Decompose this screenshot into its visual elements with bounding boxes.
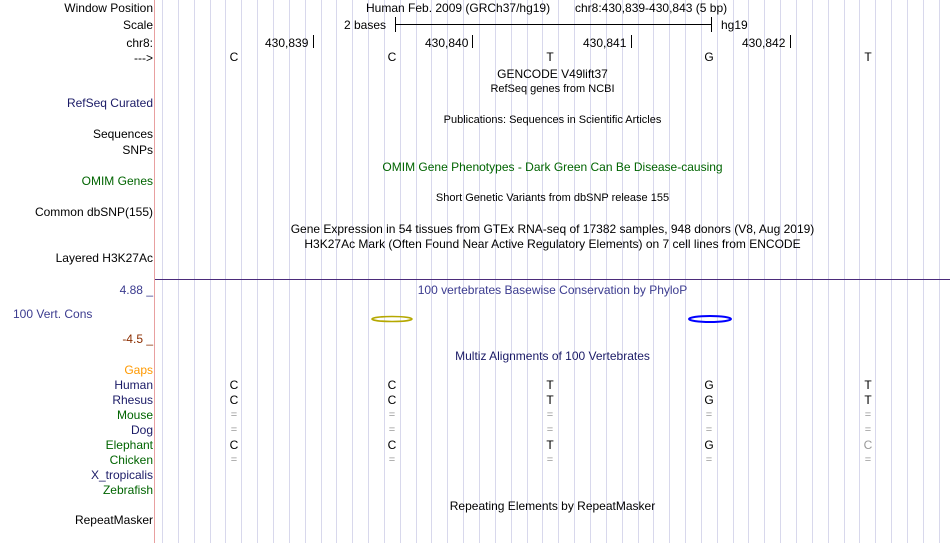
multiz-track-title[interactable]: Multiz Alignments of 100 Vertebrates [455, 349, 650, 363]
species-label[interactable]: X_tropicalis [90, 468, 153, 482]
dbsnp-track-title[interactable]: Short Genetic Variants from dbSNP release 155 [435, 192, 670, 204]
species-label[interactable]: Human [114, 378, 153, 392]
chrom-label[interactable]: chr8: [126, 36, 153, 50]
alignment-base: C [229, 438, 239, 452]
conservation-mark [689, 316, 731, 322]
alignment-base: = [546, 454, 554, 466]
alignment-base: T [546, 393, 554, 407]
coord-tick [472, 35, 473, 48]
alignment-base: = [864, 454, 872, 466]
gencode-track-title[interactable]: GENCODE V49lift37 [497, 67, 608, 81]
species-label[interactable]: Dog [130, 423, 153, 437]
publications-track-title[interactable]: Publications: Sequences in Scientific Articles [443, 114, 662, 126]
repeatmasker-track-title[interactable]: Repeating Elements by RepeatMasker [449, 499, 656, 513]
scale-bar-right-cap [711, 17, 712, 32]
track-label-snps[interactable]: SNPs [122, 143, 153, 157]
conservation-min-label: -4.5 _ [122, 332, 153, 346]
species-label[interactable]: Chicken [109, 453, 153, 467]
h3k27ac-track-title[interactable]: H3K27Ac Mark (Often Found Near Active Regulatory Elements) on 7 cell lines from ENCODE [304, 237, 801, 251]
scale-size: 2 bases [344, 18, 387, 32]
alignment-base: = [388, 454, 396, 466]
track-label-omim-genes[interactable]: OMIM Genes [81, 174, 153, 188]
alignment-base: = [705, 454, 713, 466]
alignment-base: T [546, 438, 554, 452]
conservation-track-title[interactable]: 100 vertebrates Basewise Conservation by PhyloP [417, 283, 688, 297]
coord-tick [313, 35, 314, 48]
track-label-layered-h3k27ac[interactable]: Layered H3K27Ac [55, 251, 153, 265]
conservation-max-label: 4.88 _ [119, 283, 153, 297]
track-label-common-dbsnp[interactable]: Common dbSNP(155) [34, 205, 153, 219]
position-readout: chr8:430,839-430,843 (5 bp) [575, 1, 728, 15]
alignment-base: C [229, 393, 239, 407]
omim-track-title[interactable]: OMIM Gene Phenotypes - Dark Green Can Be Disease-causing [382, 160, 723, 174]
alignment-base: T [546, 378, 554, 392]
conservation-mark [372, 317, 412, 322]
species-label[interactable]: Elephant [105, 438, 153, 452]
scale-db: hg19 [721, 18, 748, 32]
alignment-base: = [230, 409, 238, 421]
conservation-plot [155, 305, 950, 335]
alignment-base: = [705, 424, 713, 436]
scale-label: Scale [122, 18, 153, 32]
coord-tick [790, 35, 791, 48]
scale-bar [395, 24, 711, 25]
alignment-base: = [546, 424, 554, 436]
track-label-sequences[interactable]: Sequences [92, 127, 153, 141]
reference-base: T [864, 50, 872, 64]
alignment-base: = [230, 454, 238, 466]
strand-label[interactable]: ---> [134, 51, 153, 65]
track-label-refseq-curated[interactable]: RefSeq Curated [66, 96, 153, 110]
gtex-track-title[interactable]: Gene Expression in 54 tissues from GTEx RNA-seq of 17382 samples, 948 donors (V8, Aug 2019) [290, 222, 815, 236]
reference-base: T [546, 50, 554, 64]
alignment-base: T [864, 378, 872, 392]
reference-base: C [387, 50, 397, 64]
assembly-name: Human Feb. 2009 (GRCh37/hg19) [366, 1, 551, 15]
species-label[interactable]: Zebrafish [102, 483, 153, 497]
alignment-base: C [387, 378, 397, 392]
reference-base: G [704, 50, 714, 64]
alignment-base: C [863, 438, 873, 452]
alignment-base: C [387, 438, 397, 452]
alignment-base: T [864, 393, 872, 407]
alignment-base: = [388, 409, 396, 421]
coord-label: 430,840 [425, 36, 469, 50]
alignment-base: = [864, 409, 872, 421]
alignment-base: = [230, 424, 238, 436]
track-separator [155, 279, 950, 280]
coord-label: 430,841 [583, 36, 627, 50]
species-label[interactable]: Mouse [116, 408, 153, 422]
coord-label: 430,842 [742, 36, 786, 50]
refseq-track-subtitle: RefSeq genes from NCBI [490, 83, 615, 95]
track-label-100-vert-cons[interactable]: 100 Vert. Cons [13, 307, 93, 321]
track-label-gaps[interactable]: Gaps [124, 363, 153, 377]
alignment-base: = [864, 424, 872, 436]
alignment-base: G [704, 438, 714, 452]
alignment-base: C [387, 393, 397, 407]
alignment-base: = [705, 409, 713, 421]
alignment-base: = [546, 409, 554, 421]
track-label-repeatmasker[interactable]: RepeatMasker [74, 513, 153, 527]
coord-tick [631, 35, 632, 48]
alignment-base: G [704, 378, 714, 392]
species-label[interactable]: Rhesus [112, 393, 153, 407]
alignment-base: = [388, 424, 396, 436]
alignment-base: C [229, 378, 239, 392]
reference-base: C [229, 50, 239, 64]
alignment-base: G [704, 393, 714, 407]
window-position-label: Window Position [64, 1, 153, 15]
coord-label: 430,839 [265, 36, 309, 50]
